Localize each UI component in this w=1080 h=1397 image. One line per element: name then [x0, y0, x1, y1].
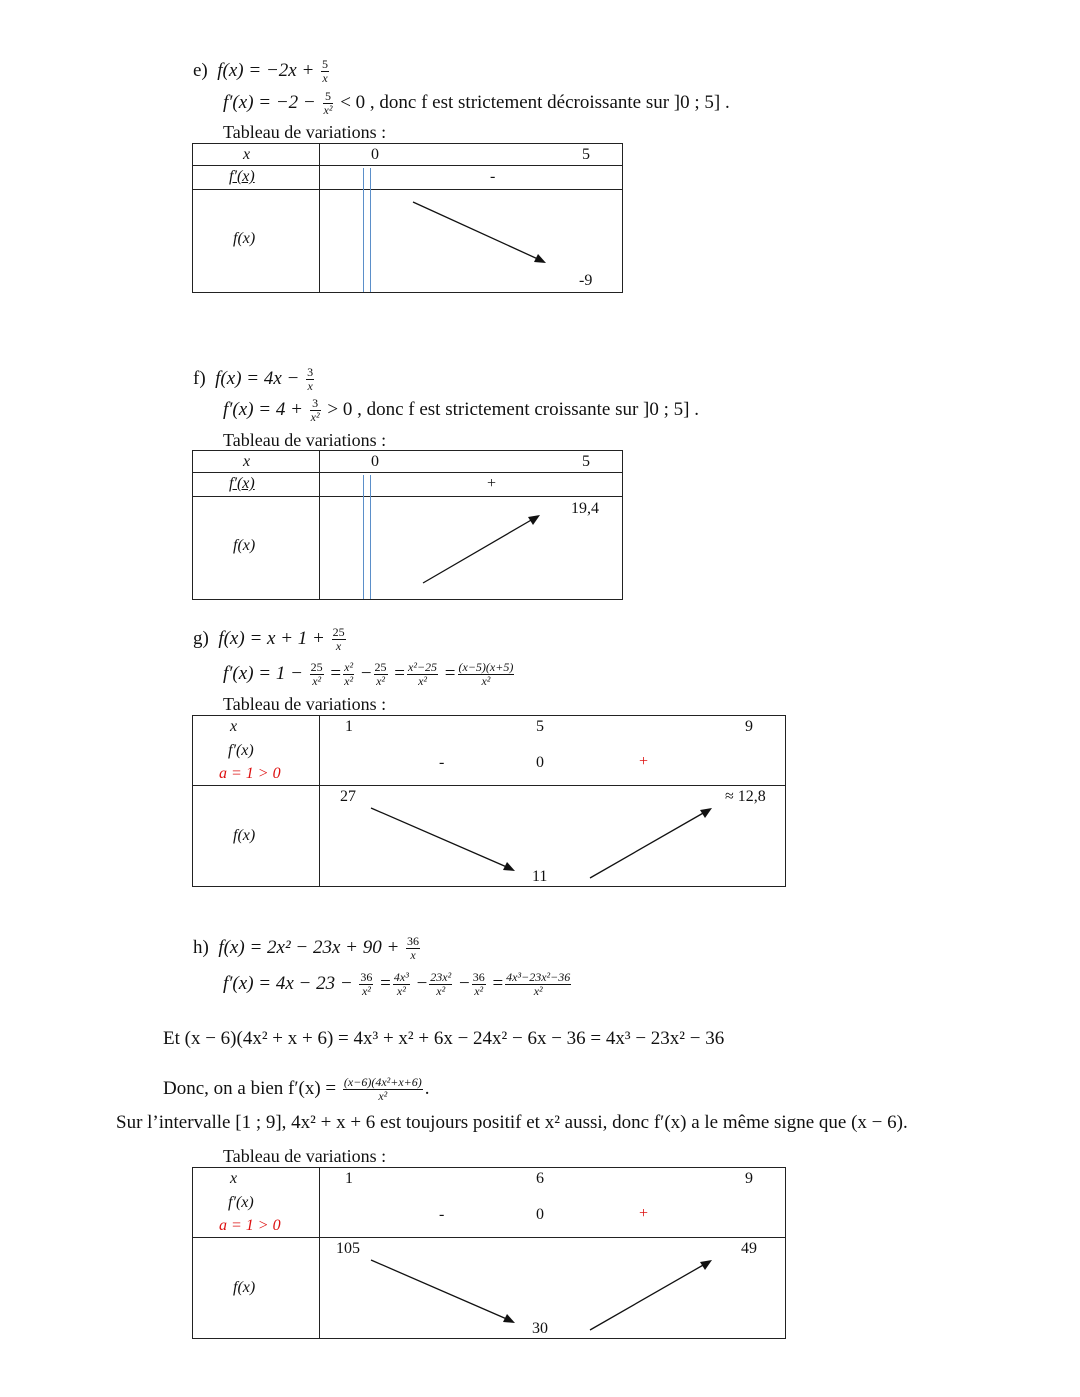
g-x-mid: 5 — [536, 718, 544, 735]
g-derivative: f′(x) = 1 − $\frac{25}{\text{x²}}$ = $\frac{\text{x²}}{\text{x²}}$ − $\frac{25}{\text{x²}}$ = $\frac{\text{x²−25}}{\text{x²}}$ = $\frac{(x-5)(x+5)}{\text{x²}}$ — [223, 660, 514, 688]
e-f-end-value: -9 — [579, 272, 593, 289]
h-x-label: x — [230, 1170, 238, 1187]
h-f-start-value: 105 — [336, 1240, 360, 1257]
e-derivative: f′(x) = −2 − $\frac{5}{\text{x²}}$ < 0 , donc f est strictement décroissante sur ]0 ; 5] . — [223, 89, 730, 117]
f-sign: + — [487, 475, 497, 492]
e-fp-label: f′(x) — [229, 168, 255, 185]
h-a-label: a = 1 > 0 — [219, 1217, 281, 1234]
g-x-label: x — [230, 718, 238, 735]
g-fp-label: f′(x) — [228, 742, 254, 759]
h-expansion: Et (x − 6)(4x² + x + 6) = 4x³ + x² + 6x − 24x² − 6x − 36 = 4x³ − 23x² − 36 — [163, 1028, 725, 1049]
g-f-start-value: 27 — [340, 788, 356, 805]
h-sign-explanation: Sur l’intervalle [1 ; 9], 4x² + x + 6 est toujours positif et x² aussi, donc f′(x) a le même signe que (x − 6). — [116, 1112, 908, 1133]
h-x-end: 9 — [745, 1170, 753, 1187]
f-fp-label: f′(x) — [229, 475, 255, 492]
e-decreasing-arrow — [193, 144, 624, 294]
h-x-start: 1 — [345, 1170, 353, 1187]
e-table-title: Tableau de variations : — [223, 122, 387, 142]
g-zero: 0 — [536, 754, 544, 771]
g-sign-positive: + — [639, 753, 649, 770]
g-arrows — [193, 716, 787, 888]
h-sign-positive: + — [639, 1205, 649, 1222]
g-f-label: f(x) — [233, 827, 256, 844]
h-f-label: f(x) — [233, 1279, 256, 1296]
g-a-label: a = 1 > 0 — [219, 765, 281, 782]
h-table-title: Tableau de variations : — [223, 1146, 387, 1166]
f-f-label: f(x) — [233, 537, 256, 554]
f-f-end-value: 19,4 — [571, 500, 599, 517]
e-x-label: x — [243, 146, 251, 163]
e-x-end: 5 — [582, 146, 590, 163]
f-increasing-arrow — [193, 451, 624, 601]
f-x-start: 0 — [371, 453, 379, 470]
f-derivative: f′(x) = 4 + $\frac{3}{\text{x²}}$ > 0 , donc f est strictement croissante sur ]0 ; 5] . — [223, 396, 699, 424]
f-x-label: x — [243, 453, 251, 470]
h-derivative: f′(x) = 4x − 23 − $\frac{36}{\text{x²}}$ = $\frac{\text{4x³}}{\text{x²}}$ − $\frac{\text{23x²}}{\text{x²}}$ − $\frac{36}{\text{x²}}$ = $\frac{\text{4x³−23x²−36}}{\text{x²}}$ — [223, 970, 571, 998]
f-table-title: Tableau de variations : — [223, 430, 387, 450]
h-f-end-value: 49 — [741, 1240, 757, 1257]
g-f-min-value: 11 — [532, 868, 548, 885]
h-arrows — [193, 1168, 787, 1340]
g-x-start: 1 — [345, 718, 353, 735]
h-variation-table — [192, 1167, 786, 1339]
e-f-label: f(x) — [233, 230, 256, 247]
g-f-end-value: ≈ 12,8 — [725, 788, 766, 805]
g-x-end: 9 — [745, 718, 753, 735]
h-sign-negative: - — [439, 1206, 445, 1223]
h-x-mid: 6 — [536, 1170, 544, 1187]
h-donc: Donc, on a bien f′(x) = $\frac{\text{(x−6)(4x²+x+6)}}{\text{x²}}$ . — [163, 1075, 430, 1103]
h-fp-label: f′(x) — [228, 1194, 254, 1211]
h-zero: 0 — [536, 1206, 544, 1223]
e-f-definition: e) f(x) = −2x + $\frac{5}{x}$ — [193, 57, 329, 85]
g-variation-table — [192, 715, 786, 887]
h-f-definition: h) f(x) = 2x² − 23x + 90 + $\frac{36}{x}$ — [193, 934, 420, 962]
g-sign-negative: - — [439, 754, 445, 771]
f-f-definition: f) f(x) = 4x − $\frac{3}{x}$ — [193, 365, 314, 393]
f-variation-table — [192, 450, 623, 600]
e-variation-table — [192, 143, 623, 293]
g-f-definition: g) f(x) = x + 1 + $\frac{25}{x}$ — [193, 625, 345, 653]
f-x-end: 5 — [582, 453, 590, 470]
e-x-start: 0 — [371, 146, 379, 163]
h-f-min-value: 30 — [532, 1320, 548, 1337]
g-table-title: Tableau de variations : — [223, 694, 387, 714]
e-sign: - — [490, 168, 496, 185]
